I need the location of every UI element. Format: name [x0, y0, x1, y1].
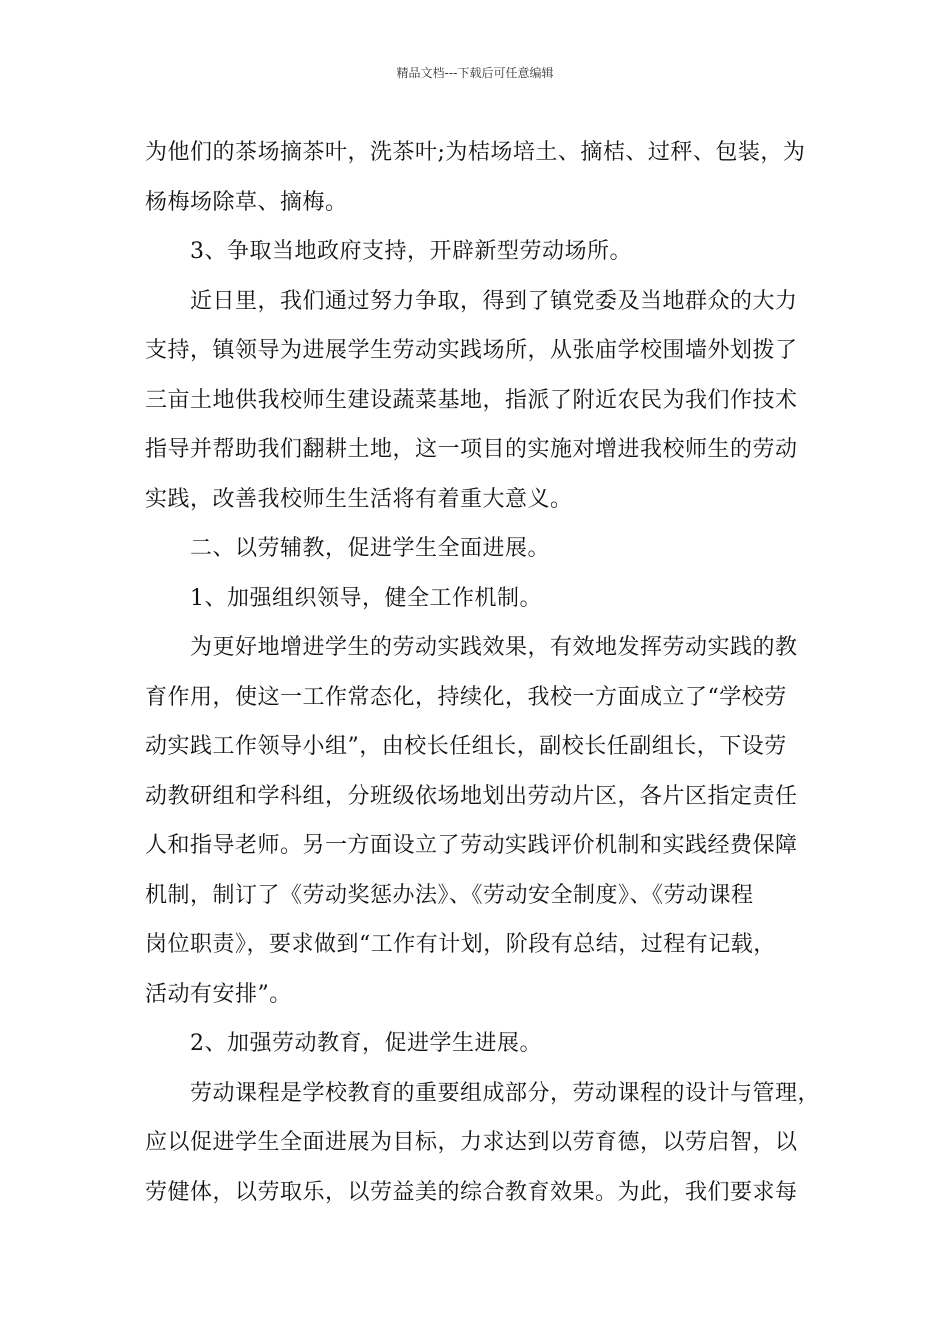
text-line: 劳健体，以劳取乐，以劳益美的综合教育效果。为此，我们要求每 [145, 1179, 798, 1205]
page-header: 精品文档---下载后可任意编辑 [396, 66, 554, 80]
text-line: 机制，制订了《劳动奖惩办法》、《劳动安全制度》、《劳动课程 [145, 882, 754, 908]
text-line: 三亩土地供我校师生建设蔬菜基地，指派了附近农民为我们作技术 [145, 387, 798, 413]
text-line: 动实践工作领导小组”，由校长任组长，副校长任副组长，下设劳 [145, 734, 787, 759]
text-line: 实践，改善我校师生生活将有着重大意义。 [145, 486, 573, 512]
text-line: 活动有安排”。 [145, 981, 292, 1007]
text-line: 为他们的茶场摘茶叶，洗茶叶;为桔场培土、摘桔、过秤、包装，为 [145, 140, 806, 165]
text-line: 岗位职责》，要求做到“工作有计划，阶段有总结，过程有记载， [145, 932, 776, 957]
section-heading: 1、加强组织领导，健全工作机制。 [190, 585, 542, 611]
text-line: 杨梅场除草、摘梅。 [145, 189, 348, 215]
section-heading: 二、以劳辅教，促进学生全面进展。 [190, 536, 551, 561]
paragraph-start: 为更好地增进学生的劳动实践效果，有效地发挥劳动实践的教 [190, 635, 798, 660]
paragraph-start: 劳动课程是学校教育的重要组成部分，劳动课程的设计与管理， [190, 1080, 821, 1106]
document-body [145, 128, 821, 1217]
text-line: 育作用，使这一工作常态化，持续化，我校一方面成立了“学校劳 [145, 684, 787, 710]
section-heading: 3、争取当地政府支持，开辟新型劳动场所。 [190, 239, 632, 264]
section-heading: 2、加强劳动教育，促进学生进展。 [190, 1031, 542, 1056]
text-line: 支持，镇领导为进展学生劳动实践场所，从张庙学校围墙外划拨了 [145, 338, 798, 363]
text-line: 动教研组和学科组，分班级依场地划出劳动片区，各片区指定责任 [145, 783, 798, 809]
text-line: 应以促进学生全面进展为目标，力求达到以劳育德，以劳启智，以 [145, 1130, 798, 1155]
text-line: 指导并帮助我们翻耕土地，这一项目的实施对增进我校师生的劳动 [145, 437, 798, 462]
paragraph-start: 近日里，我们通过努力争取，得到了镇党委及当地群众的大力 [190, 288, 798, 314]
text-line: 人和指导老师。另一方面设立了劳动实践评价机制和实践经费保障 [145, 833, 798, 858]
